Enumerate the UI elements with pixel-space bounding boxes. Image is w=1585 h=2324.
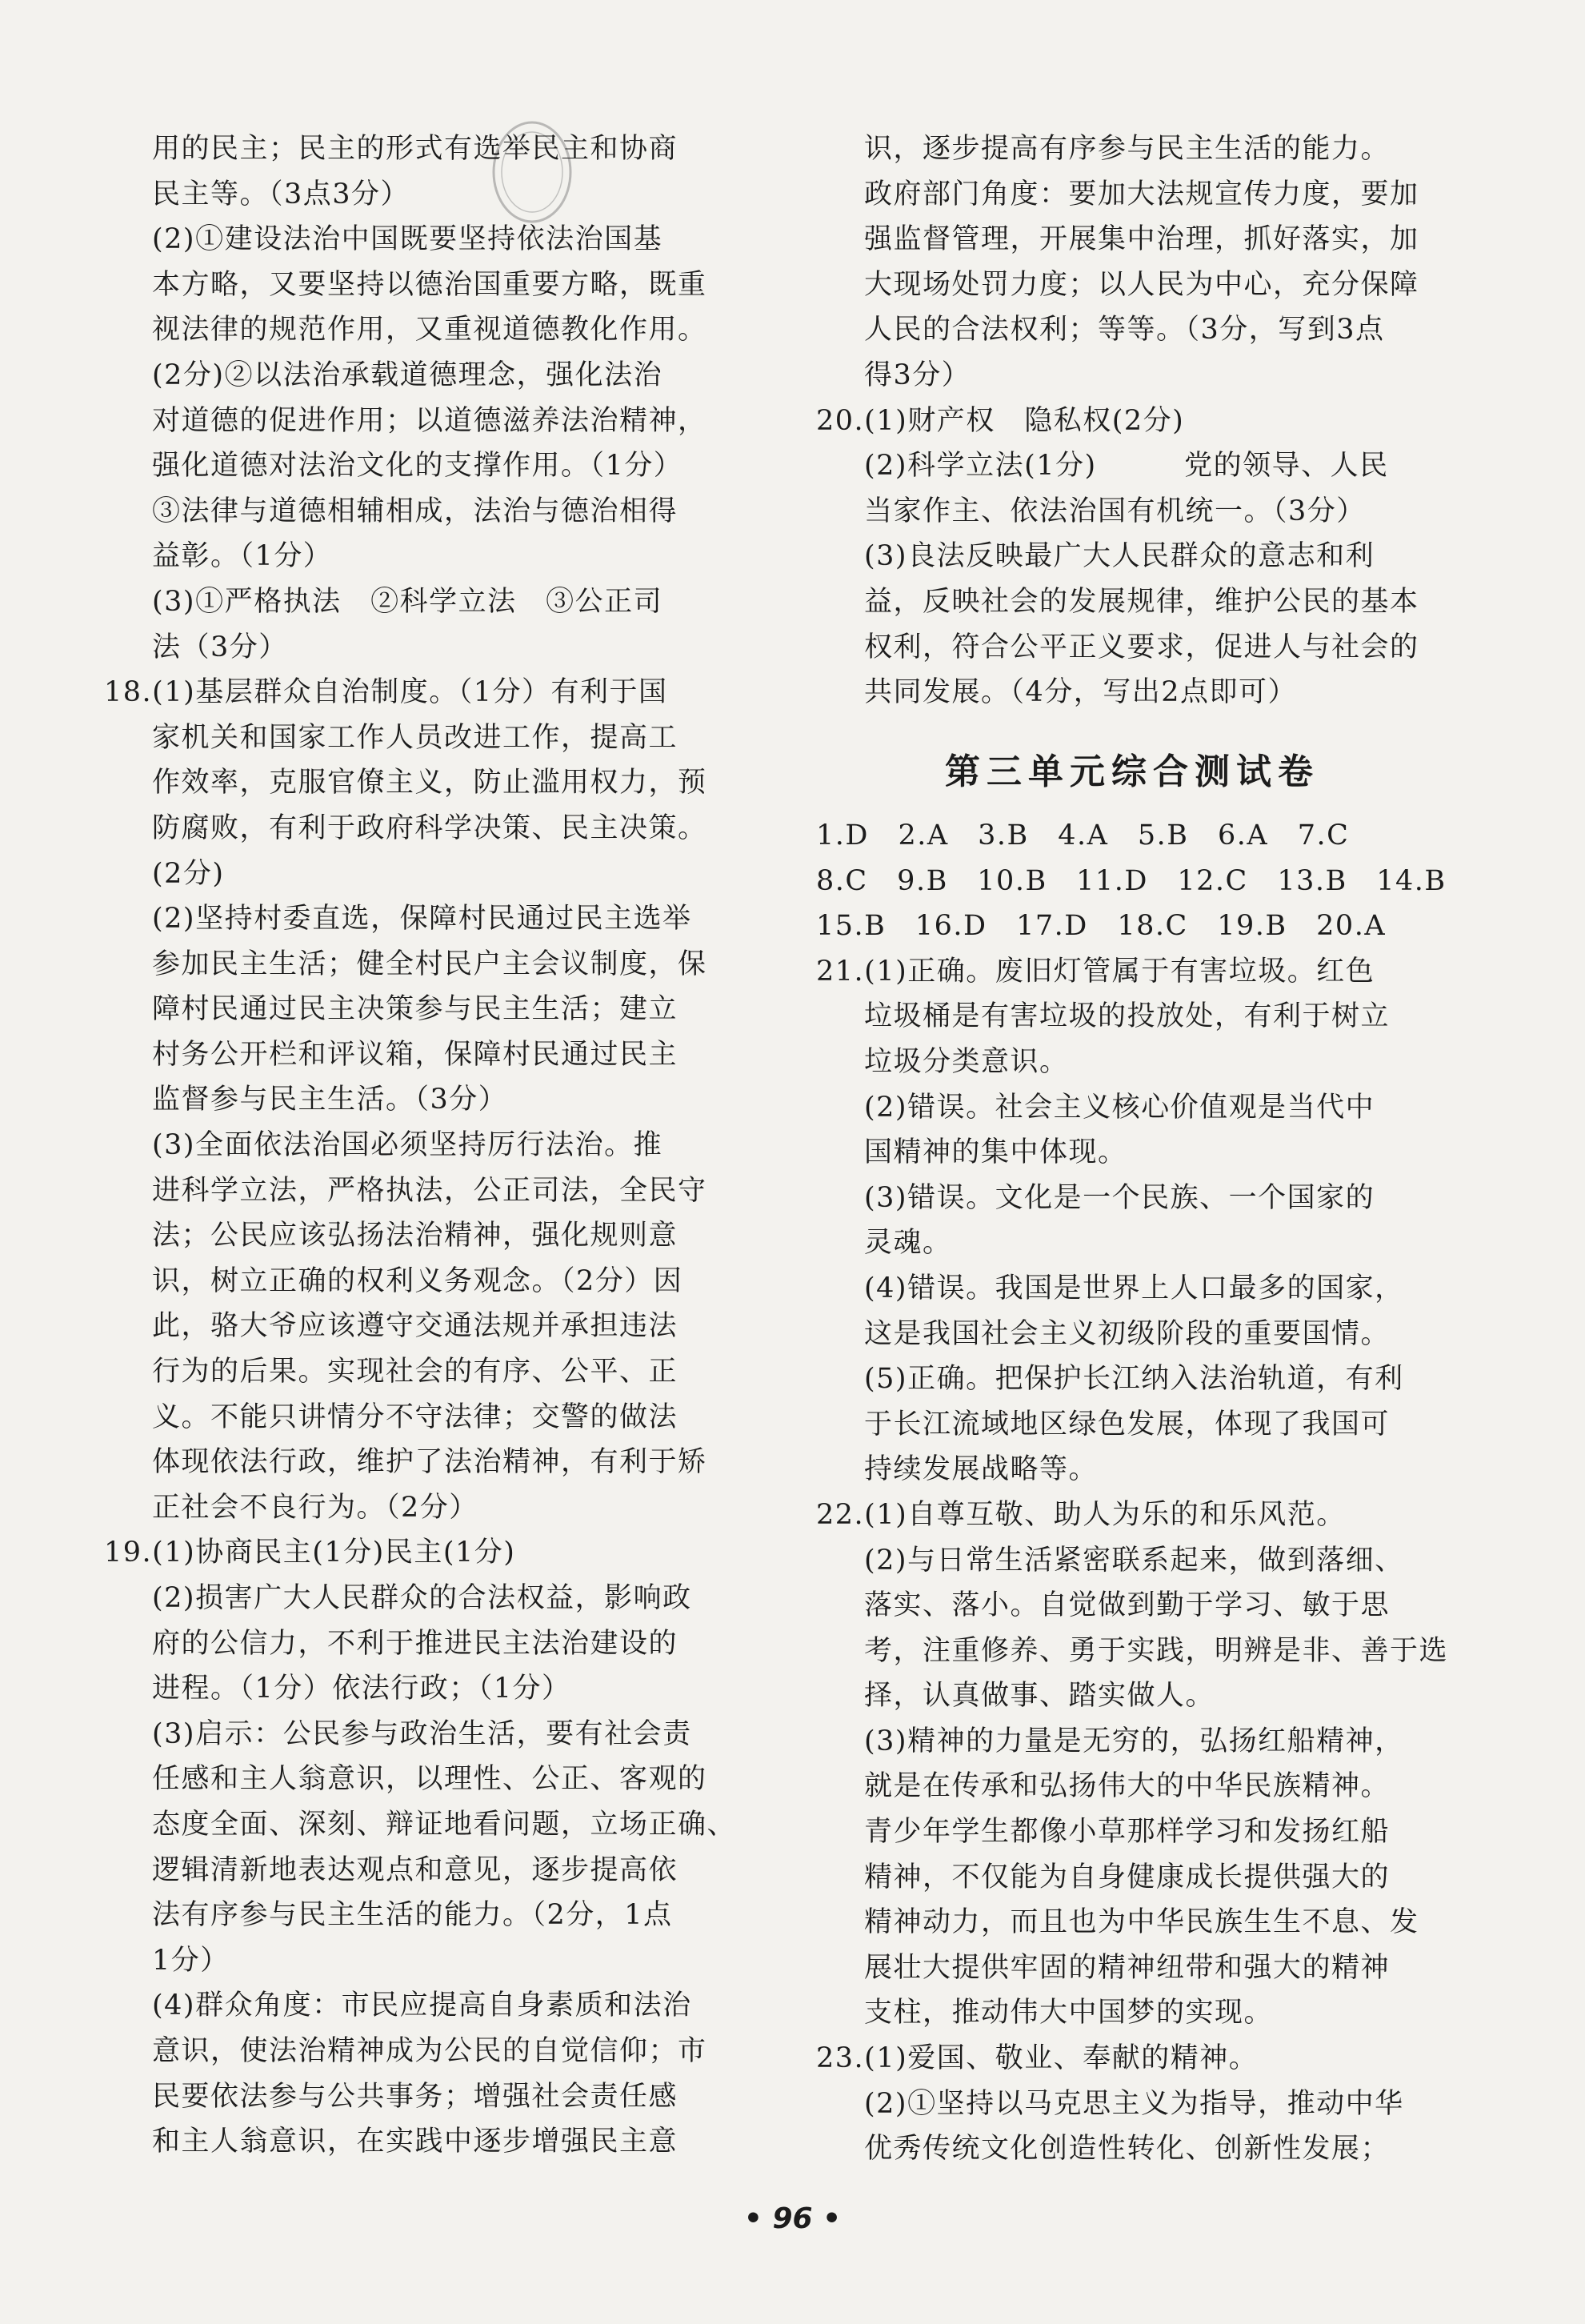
text-line: 防腐败，有利于政府科学决策、民主决策。	[152, 811, 707, 844]
text-line: (2)科学立法(1分) 党的领导、人民	[864, 450, 1389, 483]
text-line: 大现场处罚力度；以人民为中心，充分保障	[864, 268, 1419, 301]
text-line: 这是我国社会主义初级阶段的重要国情。	[864, 1317, 1391, 1350]
text-line: (5)正确。把保护长江纳入法治轨道，有利	[864, 1363, 1404, 1396]
text-line: 益彰。（1分）	[152, 540, 333, 573]
text-line: 青少年学生都像小草那样学习和发扬红船	[864, 1816, 1391, 1849]
text-line: 19.(1)协商民主(1分)民主(1分)	[104, 1537, 516, 1569]
text-line: 意识，使法治精神成为公民的自觉信仰；市	[152, 2034, 707, 2067]
text-line: 优秀传统文化创造性转化、创新性发展；	[864, 2133, 1391, 2166]
text-line: 考，注重修养、勇于实践，明辨是非、善于选	[864, 1634, 1449, 1667]
text-line: 强监督管理，开展集中治理，抓好落实，加	[864, 223, 1419, 256]
right-column-bottom	[816, 813, 1448, 2172]
text-line: 人民的合法权利；等等。（3分，写到3点	[864, 314, 1385, 347]
text-line: 体现依法行政，维护了法治精神，有利于矫	[152, 1446, 707, 1479]
text-line: 府的公信力，不利于推进民主法治建设的	[152, 1627, 678, 1660]
text-line: 1.D 2.A 3.B 4.A 5.B 6.A 7.C	[816, 819, 1350, 851]
text-line: 23.(1)爱国、敬业、奉献的精神。	[816, 2042, 1259, 2075]
section-title: 第三单元综合测试卷	[945, 751, 1319, 792]
text-line: ③法律与道德相辅相成，法治与德治相得	[152, 495, 678, 527]
text-line: 18.(1)基层群众自治制度。（1分）有利于国	[104, 676, 668, 709]
text-line: 共同发展。（4分，写出2点即可）	[864, 676, 1298, 709]
text-line: 村务公开栏和评议箱，保障村民通过民主	[152, 1038, 678, 1071]
text-line: 用的民主；民主的形式有选举民主和协商	[152, 133, 678, 165]
page-number: • 96 •	[743, 2202, 842, 2235]
text-line: 民要依法参与公共事务；增强社会责任感	[152, 2080, 678, 2113]
text-line: 监督参与民主生活。（3分）	[152, 1084, 508, 1116]
text-line: 精神动力，而且也为中华民族生生不息、发	[864, 1906, 1419, 1939]
text-line: 对道德的促进作用；以道德滋养法治精神，	[152, 404, 707, 437]
text-line: 15.B 16.D 17.D 18.C 19.B 20.A	[816, 910, 1387, 943]
text-line: 得3分）	[864, 359, 971, 391]
text-line: 展壮大提供牢固的精神纽带和强大的精神	[864, 1951, 1391, 1984]
text-line: 识，逐步提高有序参与民主生活的能力。	[864, 133, 1391, 165]
text-line: 识，树立正确的权利义务观念。（2分）因	[152, 1264, 683, 1297]
text-line: 参加民主生活；健全村民户主会议制度，保	[152, 948, 707, 980]
text-line: 当家作主、依法治国有机统一。（3分）	[864, 495, 1366, 527]
text-line: (2)坚持村委直选，保障村民通过民主选举	[152, 903, 692, 936]
text-line: (3)良法反映最广大人民群众的意志和利	[864, 540, 1375, 573]
text-line: 任感和主人翁意识，以理性、公正、客观的	[152, 1763, 707, 1796]
text-line: 益，反映社会的发展规律，维护公民的基本	[864, 585, 1419, 618]
text-line: 进科学立法，严格执法，公正司法，全民守	[152, 1174, 707, 1207]
text-line: (2)①坚持以马克思主义为指导，推动中华	[864, 2087, 1404, 2120]
text-line: (4)错误。我国是世界上人口最多的国家，	[864, 1272, 1404, 1304]
text-line: 21.(1)正确。废旧灯管属于有害垃圾。红色	[816, 955, 1375, 988]
text-line: (3)①严格执法 ②科学立法 ③公正司	[152, 585, 663, 618]
text-line: 法有序参与民主生活的能力。（2分，1点	[152, 1899, 673, 1932]
text-line: 义。不能只讲情分不守法律；交警的做法	[152, 1400, 678, 1433]
text-line: 视法律的规范作用，又重视道德教化作用。	[152, 314, 707, 347]
text-line: 1分）	[152, 1944, 230, 1977]
text-line: (2)与日常生活紧密联系起来，做到落细、	[864, 1544, 1404, 1577]
text-line: 正社会不良行为。（2分）	[152, 1491, 478, 1524]
text-line: 20.(1)财产权 隐私权(2分)	[816, 404, 1185, 437]
text-line: (2分)②以法治承载道德理念，强化法治	[152, 359, 663, 391]
text-line: (4)群众角度：市民应提高自身素质和法治	[152, 1989, 692, 2022]
text-line: 政府部门角度：要加大法规宣传力度，要加	[864, 178, 1419, 210]
text-line: 落实、落小。自觉做到勤于学习、敏于思	[864, 1589, 1391, 1622]
text-line: 本方略，又要坚持以德治国重要方略，既重	[152, 268, 707, 301]
text-line: (2)错误。社会主义核心价值观是当代中	[864, 1091, 1375, 1124]
text-line: 此，骆大爷应该遵守交通法规并承担违法	[152, 1310, 678, 1343]
text-line: 垃圾桶是有害垃圾的投放处，有利于树立	[864, 1000, 1391, 1033]
text-line: 国精神的集中体现。	[864, 1136, 1127, 1169]
text-line: 持续发展战略等。	[864, 1453, 1099, 1486]
text-line: 行为的后果。实现社会的有序、公平、正	[152, 1356, 678, 1388]
text-line: 态度全面、深刻、辩证地看问题，立场正确、	[152, 1808, 737, 1841]
text-line: 精神，不仅能为自身健康成长提供强大的	[864, 1861, 1391, 1893]
text-line: 灵魂。	[864, 1227, 952, 1260]
text-line: 22.(1)自尊互敬、助人为乐的和乐风范。	[816, 1498, 1346, 1531]
text-line: 择，认真做事、踏实做人。	[864, 1680, 1215, 1713]
text-line: 逻辑清新地表达观点和意见，逐步提高依	[152, 1853, 678, 1886]
text-line: (3)启示：公民参与政治生活，要有社会责	[152, 1717, 692, 1750]
text-line: (3)精神的力量是无穷的，弘扬红船精神，	[864, 1725, 1404, 1757]
text-line: (3)全面依法治国必须坚持厉行法治。推	[152, 1129, 663, 1162]
text-line: 垃圾分类意识。	[864, 1045, 1069, 1078]
text-line: 强化道德对法治文化的支撑作用。（1分）	[152, 450, 683, 483]
text-line: 作效率，克服官僚主义，防止滥用权力，预	[152, 767, 707, 799]
text-line: 就是在传承和弘扬伟大的中华民族精神。	[864, 1770, 1391, 1803]
text-line: (2)损害广大人民群众的合法权益，影响政	[152, 1582, 692, 1614]
text-line: (3)错误。文化是一个民族、一个国家的	[864, 1181, 1375, 1214]
text-line: 支柱，推动伟大中国梦的实现。	[864, 1997, 1274, 2029]
text-line: 8.C 9.B 10.B 11.D 12.C 13.B 14.B	[816, 864, 1447, 897]
text-line: 法（3分）	[152, 631, 288, 663]
text-line: (2分)	[152, 857, 225, 890]
text-line: 权利，符合公平正义要求，促进人与社会的	[864, 631, 1419, 663]
text-line: 障村民通过民主决策参与民主生活；建立	[152, 993, 678, 1026]
text-line: 家机关和国家工作人员改进工作，提高工	[152, 721, 678, 754]
text-line: (2)①建设法治中国既要坚持依法治国基	[152, 223, 663, 256]
text-line: 于长江流域地区绿色发展，体现了我国可	[864, 1408, 1391, 1440]
text-line: 进程。（1分）依法行政；（1分）	[152, 1673, 571, 1705]
right-column-top	[816, 126, 1448, 715]
text-line: 和主人翁意识，在实践中逐步增强民主意	[152, 2126, 678, 2158]
text-line: 法；公民应该弘扬法治精神，强化规则意	[152, 1220, 678, 1252]
left-column	[104, 126, 737, 2165]
text-line: 民主等。（3点3分）	[152, 178, 410, 210]
